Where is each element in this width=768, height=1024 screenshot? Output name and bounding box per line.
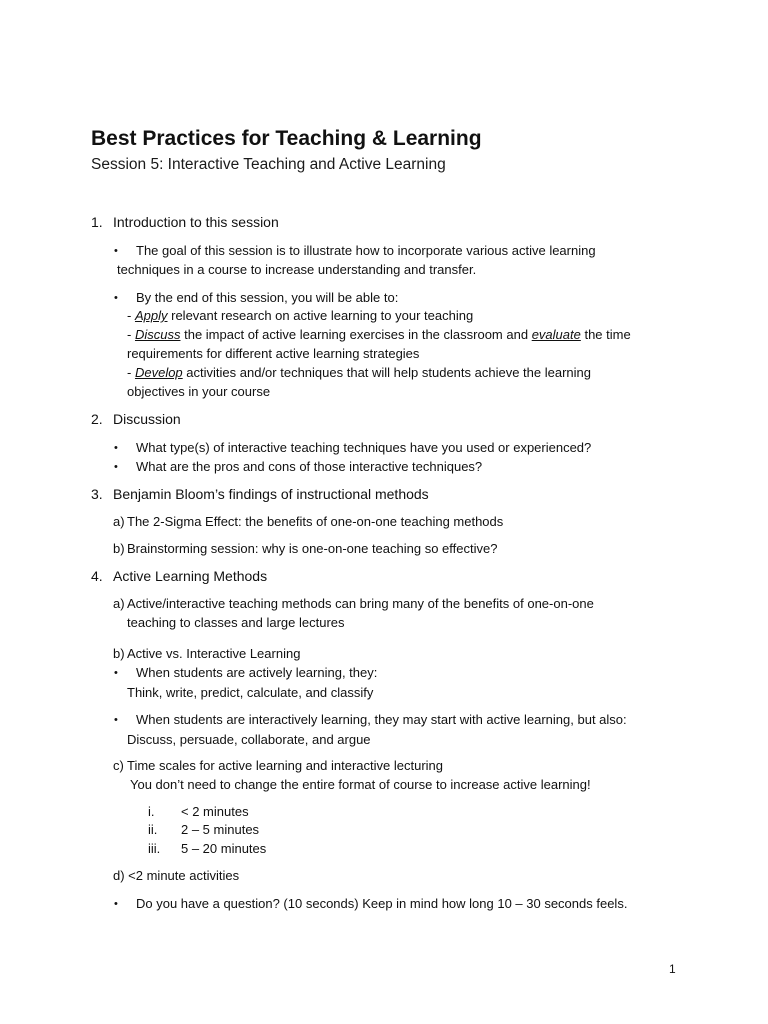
s3-b-text: Brainstorming session: why is one-on-one teaching so effective? [127, 541, 498, 556]
s4-a-line1: Active/interactive teaching methods can bring many of the benefits of one-on-one [127, 596, 594, 611]
document-title: Best Practices for Teaching & Learning [91, 127, 482, 150]
s4-c-label: c) [113, 758, 124, 773]
dash: - [127, 365, 132, 380]
objective-apply [127, 308, 473, 323]
objective-discuss-line2: requirements for different active learning strategies [127, 346, 420, 361]
s3-b-label: b) [113, 541, 125, 556]
bullet-icon: • [114, 461, 118, 473]
objective-discuss [127, 327, 631, 342]
s1-bullet1-line1: The goal of this session is to illustrate how to incorporate various active learning [136, 243, 596, 258]
bullet-icon: • [114, 714, 118, 726]
s1-bullet2-intro: By the end of this session, you will be able to: [136, 290, 399, 305]
section-1-heading: Introduction to this session [113, 214, 279, 230]
s4-d-bullet: Do you have a question? (10 seconds) Keep in mind how long 10 – 30 seconds feels. [136, 896, 628, 911]
objective-develop [127, 365, 591, 380]
develop-rest: activities and/or techniques that will help students achieve the learning [186, 365, 591, 380]
section-3-number: 3. [91, 486, 103, 502]
s3-a-label: a) [113, 514, 125, 529]
time-scale-item: 5 – 20 minutes [181, 841, 267, 856]
dash: - [127, 327, 132, 342]
time-scale-item: < 2 minutes [181, 804, 249, 819]
dash: - [127, 308, 132, 323]
bullet-icon: • [114, 292, 118, 304]
s4-c-line2: You don’t need to change the entire format of course to increase active learning! [130, 777, 591, 792]
s4-b-text: Active vs. Interactive Learning [127, 646, 301, 661]
s4-a-label: a) [113, 596, 125, 611]
section-2-number: 2. [91, 411, 103, 427]
objective-develop-line2: objectives in your course [127, 384, 271, 399]
s4-b-bullet2: When students are interactively learning, they may start with active learning, but also: [136, 712, 627, 727]
bullet-icon: • [114, 898, 118, 910]
roman-numeral: i. [148, 804, 155, 819]
roman-numeral: iii. [148, 841, 161, 856]
s2-bullet1: What type(s) of interactive teaching techniques have you used or experienced? [136, 440, 592, 455]
section-3-heading: Benjamin Bloom’s findings of instructional methods [113, 486, 429, 502]
discuss-mid: the impact of active learning exercises in the classroom and [184, 327, 529, 342]
s4-a-line2: teaching to classes and large lectures [127, 615, 345, 630]
apply-word: Apply [134, 308, 168, 323]
s4-b-bullet1-detail: Think, write, predict, calculate, and classify [127, 685, 374, 700]
s4-b-bullet1: When students are actively learning, they: [136, 665, 378, 680]
s4-b-bullet2-detail: Discuss, persuade, collaborate, and argue [127, 732, 371, 747]
s2-bullet2: What are the pros and cons of those interactive techniques? [136, 459, 483, 474]
time-scale-item: 2 – 5 minutes [181, 822, 260, 837]
s1-bullet1-line2: techniques in a course to increase understanding and transfer. [117, 262, 477, 277]
section-2-heading: Discussion [113, 411, 181, 427]
s4-c-text: Time scales for active learning and interactive lecturing [127, 758, 443, 773]
page-number: 1 [669, 962, 676, 976]
evaluate-rest: the time [584, 327, 631, 342]
document-subtitle: Session 5: Interactive Teaching and Active Learning [91, 156, 446, 173]
bullet-icon: • [114, 442, 118, 454]
bullet-icon: • [114, 245, 118, 257]
evaluate-word: evaluate [531, 327, 581, 342]
s4-d-text: d) <2 minute activities [113, 868, 240, 883]
apply-rest: relevant research on active learning to your teaching [171, 308, 474, 323]
discuss-word: Discuss [134, 327, 181, 342]
section-4-number: 4. [91, 568, 103, 584]
develop-word: Develop [134, 365, 183, 380]
s3-a-text: The 2-Sigma Effect: the benefits of one-on-one teaching methods [127, 514, 504, 529]
bullet-icon: • [114, 667, 118, 679]
section-4-heading: Active Learning Methods [113, 568, 268, 584]
s4-b-label: b) [113, 646, 125, 661]
roman-numeral: ii. [148, 822, 158, 837]
section-1-number: 1. [91, 214, 103, 230]
